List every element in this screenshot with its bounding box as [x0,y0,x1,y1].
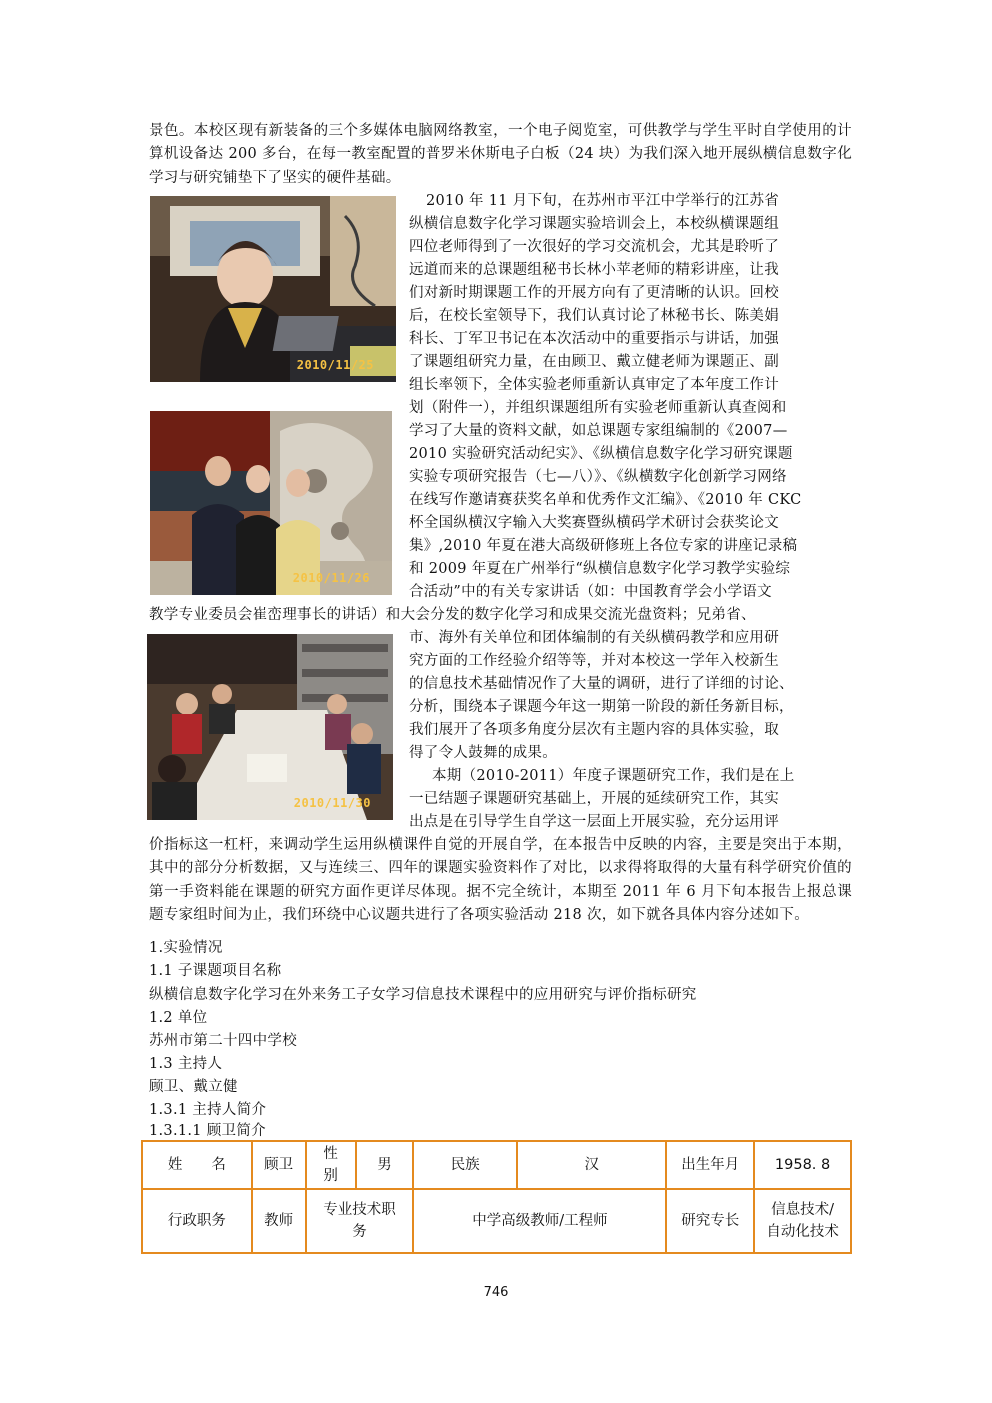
name-value: 顾卫 [252,1141,306,1189]
text-line: 实验专项研究报告（七—八）》、《纵横数字化创新学习网络 [409,469,787,485]
page-number: 746 [483,1285,509,1300]
text-line: 合活动”中的有关专家讲话（如：中国教育学会小学语文 [409,584,772,600]
text-line: 后，在校长室领导下，我们认真讨论了林秘书长、陈美娟 [409,308,779,324]
photo-date-stamp: 2010/11/26 [292,571,370,585]
text-line: 了课题组研究力量，在由顾卫、戴立健老师为课题正、副 [409,354,779,370]
section-heading: 1.3.1.1 顾卫简介 [149,1123,266,1139]
text-line: 科长、丁军卫书记在本次活动中的重要指示与讲话，加强 [409,331,779,347]
section-text: 顾卫、戴立健 [149,1079,238,1095]
section-heading: 1.实验情况 [149,940,223,956]
text-line: 的信息技术基础情况作了大量的调研，进行了详细的讨论、 [409,676,794,692]
title-value: 中学高级教师/工程师 [413,1189,666,1253]
photo-group-image [150,411,392,595]
text-line: 在线写作邀请赛获奖名单和优秀作文汇编》、《2010 年 CKC [409,492,802,508]
text-line: 们对新时期课题工作的开展方向有了更清晰的认识。回校 [409,285,779,301]
ethnic-label: 民族 [413,1141,517,1189]
text-line: 组长率领下，全体实验老师重新认真审定了本年度工作计 [409,377,779,393]
text-line: 划（附件一），并组织课题组所有实验老师重新认真查阅和 [409,400,787,416]
paragraph-intro: 景色。本校区现有新装备的三个多媒体电脑网络教室，一个电子阅览室，可供教学与学生平时自学使用的计算机设备达 200 多台，在每一教室配置的普罗米休斯电子白板（24 块）为我们深入地开展纵横信息数字化学习与研究铺垫下了坚实的硬件基础。 [149,123,852,186]
text-line: 教学专业委员会崔峦理事长的讲话）和大会分发的数字化学习和成果交流光盘资料；兄弟省、 [149,607,756,623]
birth-value: 1958. 8 [754,1141,851,1189]
text-line: 究方面的工作经验介绍等等，并对本校这一学年入校新生 [409,653,779,669]
text-line: 得了令人鼓舞的成果。 [409,745,557,761]
admin-value: 教师 [252,1189,306,1253]
text-line: 纵横信息数字化学习课题实验培训会上，本校纵横课题组 [409,216,779,232]
text-line: 2010 实验研究活动纪实》、《纵横信息数字化学习研究课题 [409,446,793,462]
text-line: 本期（2010-2011）年度子课题研究工作，我们是在上 [432,768,795,784]
admin-label: 行政职务 [142,1189,252,1253]
text-line: 和 2009 年夏在广州举行“纵横信息数字化学习教学实验综 [409,561,791,577]
text-line: 集》,2010 年夏在港大高级研修班上各位专家的讲座记录稿 [409,538,798,554]
photo-group [150,411,392,595]
text-line: 远道而来的总课题组秘书长林小苹老师的精彩讲座，让我 [409,262,779,278]
gender-label: 性别 [306,1141,356,1189]
name-label: 姓 名 [142,1141,252,1189]
paragraph-summary: 价指标这一杠杆，来调动学生运用纵横课件自觉的开展自学，在本报告中反映的内容，主要是突出于本期，其中的部分分析数据，又与连续三、四年的课题实验资料作了对比，以求得将取得的大量有科学研究价值的第一手资料能在课题的研究方面作更详尽体现。据不完全统计，本期至 2011 年 6 月下旬本报告上报总课题专家组时间为止，我们环绕中心议题共进行了各项实验活动 218 次，如下就各具体内容分述如下。 [149,837,852,924]
photo-date-stamp: 2010/11/25 [296,358,374,372]
section-heading: 1.3.1 主持人简介 [149,1102,267,1118]
birth-label: 出生年月 [666,1141,754,1189]
section-heading: 1.2 单位 [149,1010,208,1026]
text-line: 我们展开了各项多角度分层次有主题内容的具体实验，取 [409,722,779,738]
text-line: 四位老师得到了一次很好的学习交流机会，尤其是聆听了 [409,239,779,255]
photo-lecture [150,196,396,382]
table-row [142,1141,851,1189]
text-line: 分析，围绕本子课题今年这一期第一阶段的新任务新目标， [409,699,794,715]
table-row [142,1189,851,1253]
photo-date-stamp: 2010/11/30 [293,796,371,810]
profile-table [141,1140,852,1254]
specialty-label: 研究专长 [666,1189,754,1253]
title-label: 专业技术职务 [306,1189,414,1253]
photo-meeting-image [147,634,393,820]
ethnic-value: 汉 [517,1141,666,1189]
text-line: 2010 年 11 月下旬，在苏州市平江中学举行的江苏省 [426,193,780,209]
gender-value: 男 [356,1141,414,1189]
text-line: 学习了大量的资料文献，如总课题专家组编制的《2007— [409,423,788,439]
text-line: 市、海外有关单位和团体编制的有关纵横码教学和应用研 [409,630,779,646]
specialty-value: 信息技术/自动化技术 [754,1189,851,1253]
photo-meeting [147,634,393,820]
section-text: 苏州市第二十四中学校 [149,1033,297,1049]
text-line: 一已结题子课题研究基础上，开展的延续研究工作，其实 [409,791,779,807]
section-heading: 1.1 子课题项目名称 [149,963,282,979]
section-heading: 1.3 主持人 [149,1056,223,1072]
photo-lecture-image [150,196,396,382]
text-line: 杯全国纵横汉字输入大奖赛暨纵横码学术研讨会获奖论文 [409,515,779,531]
section-text: 纵横信息数字化学习在外来务工子女学习信息技术课程中的应用研究与评价指标研究 [149,987,697,1003]
text-line: 出点是在引导学生自学这一层面上开展实验，充分运用评 [409,814,779,830]
